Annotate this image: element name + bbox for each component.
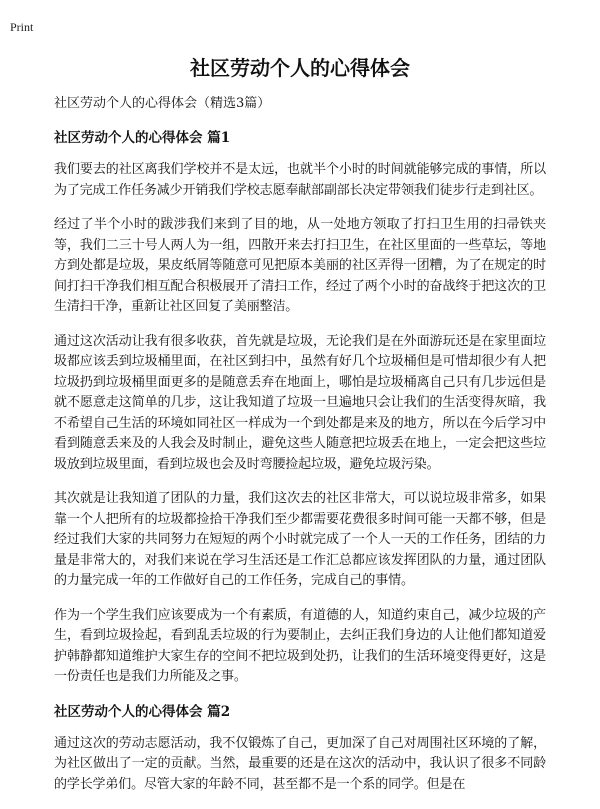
paragraph: 通过这次的劳动志愿活动，我不仅锻炼了自己，更加深了自己对周围社区环境的了解，为社区做出了一定的贡献。当然，最重要的还是在这次的活动中，我认识了很多不同龄的学长学弟们。尽管大家的年龄不同，甚至都不是一个系的同学。但是在 [54,735,546,792]
document-subtitle: 社区劳动个人的心得体会（精选3篇） [54,96,271,111]
section-heading-2: 社区劳动个人的心得体会 篇2 [54,703,231,720]
print-link[interactable]: Print [10,20,34,34]
paragraph: 通过这次活动让我有很多收获，首先就是垃圾，无论我们是在外面游玩还是在家里面垃圾都应该丢到垃圾桶里面，在社区到扫中，虽然有好几个垃圾桶但是可惜却很少有人把垃圾扔到垃圾桶里面更多的是随意丢弃在地面上，哪怕是垃圾桶离自己只有几步远但是就不愿意走这简单的几步，这让我知道了垃圾一旦遍地只会让我们的生活变得灰暗，我不希望自己生活的环境如同社区一样成为一个到处都是来及的地方，所以在今后学习中看到随意丢来及的人我会及时制止，避免这些人随意把垃圾丢在地上，一定会把这些垃圾放到垃圾里面，看到垃圾也会及时弯腰捡起垃圾，避免垃圾污染。 [54,333,546,472]
section-heading-1: 社区劳动个人的心得体会 篇1 [54,130,231,146]
paragraph: 其次就是让我知道了团队的力量，我们这次去的社区非常大，可以说垃圾非常多，如果靠一个人把所有的垃圾都捡拾干净我们至少都需要花费很多时间可能一天都不够，但是经过我们大家的共同努力在短短的两个小时就完成了一个人一天的工作任务，团结的力量是非常大的，对我们来说在学习生活还是工作汇总都应该发挥团队的力量，通过团队的力量完成一年的工作做好自己的工作任务，完成自己的事情。 [54,491,546,588]
paragraph: 我们要去的社区离我们学校并不是太远，也就半个小时的时间就能够完成的事情，所以为了完成工作任务减少开销我们学校志愿奉献部副部长决定带领我们徒步行走到社区。 [54,162,546,198]
paragraph: 作为一个学生我们应该要成为一个有素质，有道德的人，知道约束自己，减少垃圾的产生，看到垃圾捡起，看到乱丢垃圾的行为要制止，去纠正我们身边的人让他们都知道爱护韩静都知道维护大家生存的空间不把垃圾到处扔，让我们的生活环境变得更好，这是一份责任也是我们力所能及之事。 [54,607,546,684]
document-body [54,94,546,809]
paragraph: 经过了半个小时的跋涉我们来到了目的地，从一处地方领取了打扫卫生用的扫帚铁夹等，我们二三十号人两人为一组，四散开来去打扫卫生，在社区里面的一些草坛，等地方到处都是垃圾，果皮纸屑等随意可见把原本美丽的社区弄得一团糟，为了在规定的时间打扫干净我们相互配合积极展开了清扫工作，经过了两个小时的奋战终于把这次的卫生清扫干净，重新让社区回复了美丽整洁。 [54,217,546,314]
document-title: 社区劳动个人的心得体会 [190,56,410,80]
